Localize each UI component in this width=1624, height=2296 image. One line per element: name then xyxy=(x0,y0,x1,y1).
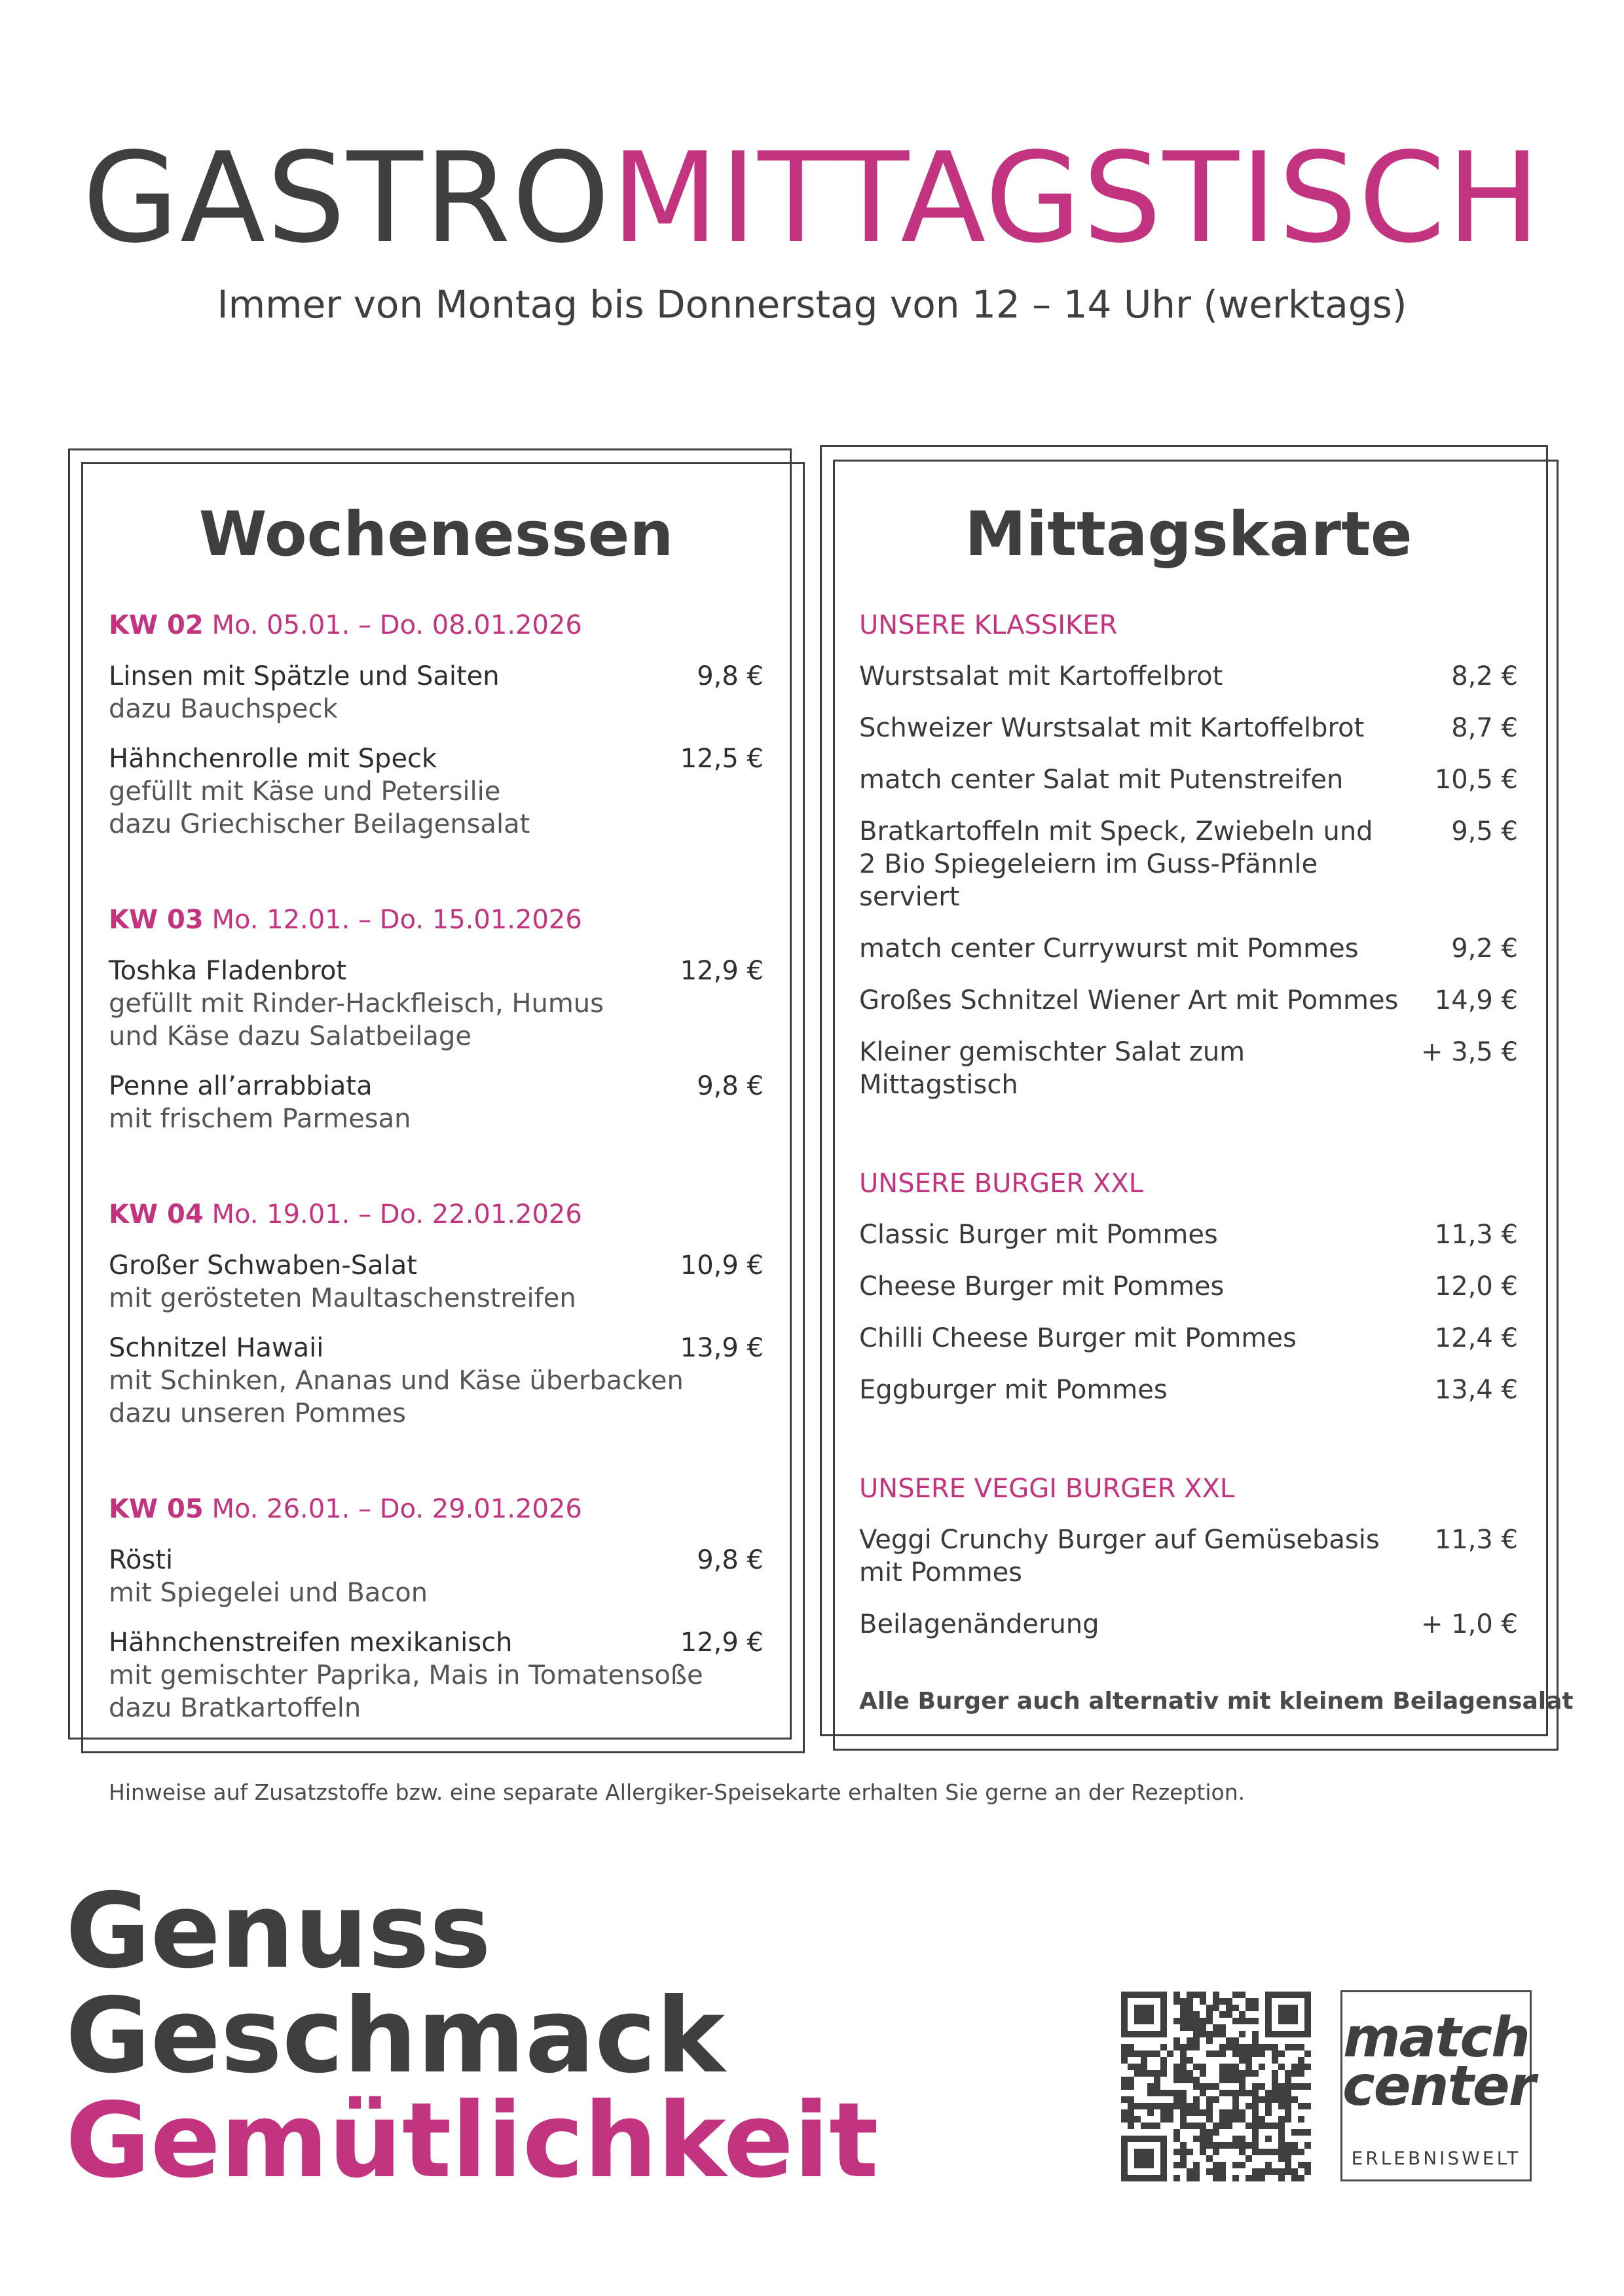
menu-row xyxy=(859,1322,1518,1355)
burger-note: Alle Burger auch alternativ mit kleinem Beilagensalat xyxy=(859,1688,1574,1715)
menu-row xyxy=(859,1608,1518,1641)
menu-row-name: match center Currywurst mit Pommes xyxy=(859,934,1359,964)
menu-item-price: 10,9 € xyxy=(680,1250,764,1281)
menu-row-price: + 3,5 € xyxy=(1420,1037,1518,1067)
menu-item-name: Hähnchenrolle mit Speck xyxy=(109,744,437,774)
menu-row-price: 14,9 € xyxy=(1434,985,1518,1015)
week-kw: KW 05 xyxy=(109,1494,204,1524)
menu-item-price: 13,9 € xyxy=(680,1333,764,1363)
menu-row xyxy=(859,1218,1518,1251)
menu-item xyxy=(109,1626,764,1724)
menu-item-price: 9,8 € xyxy=(697,1545,764,1575)
menu-row xyxy=(859,660,1518,693)
menu-row-price: 12,0 € xyxy=(1434,1271,1518,1302)
menu-row xyxy=(859,1036,1518,1101)
logo-center: center xyxy=(1342,2054,1535,2118)
menu-item-description: dazu unseren Pommes xyxy=(109,1398,406,1429)
menu-item-name: Toshka Fladenbrot xyxy=(109,956,347,986)
week-spacer xyxy=(109,1152,764,1198)
menu-row-price: 9,2 € xyxy=(1451,934,1518,964)
section-title: UNSERE KLASSIKER xyxy=(859,610,1118,640)
menu-row-name: Eggburger mit Pommes xyxy=(859,1375,1168,1405)
allergen-notice: Hinweise auf Zusatzstoffe bzw. eine separate Allergiker-Speisekarte erhalten Sie gerne an der Rezeption. xyxy=(109,1779,1246,1805)
week-spacer xyxy=(109,1447,764,1493)
menu-item-description: gefüllt mit Rinder-Hackfleisch, Humus xyxy=(109,989,604,1019)
menu-item xyxy=(109,1070,764,1135)
menu-item-price: 9,8 € xyxy=(697,1071,764,1101)
menu-row-price: + 1,0 € xyxy=(1420,1609,1518,1639)
section-title: UNSERE BURGER XXL xyxy=(859,1169,1144,1199)
logo-erlebniswelt: ERLEBNISWELT xyxy=(1351,2147,1521,2169)
week-header xyxy=(109,609,764,642)
page-title xyxy=(0,126,1624,270)
mittagskarte-column xyxy=(859,491,1574,1717)
wochenessen-heading: Wochenessen xyxy=(198,499,674,570)
menu-item-price: 12,9 € xyxy=(680,956,764,986)
menu-row xyxy=(859,984,1518,1017)
menu-item-description: mit Spiegelei und Bacon xyxy=(109,1578,428,1608)
logo-match: match xyxy=(1343,2005,1529,2069)
week-dates: Mo. 19.01. – Do. 22.01.2026 xyxy=(212,1199,582,1230)
menu-item-name: Rösti xyxy=(109,1545,174,1575)
menu-row xyxy=(859,1270,1518,1303)
menu-item xyxy=(109,742,764,841)
menu-row-name: Veggi Crunchy Burger auf Gemüsebasis xyxy=(859,1525,1380,1555)
weeks-list xyxy=(109,609,764,1724)
menu-row xyxy=(859,815,1518,913)
menu-row-price: 8,7 € xyxy=(1451,713,1518,743)
menu-row-price: 8,2 € xyxy=(1451,661,1518,691)
match-center-logo xyxy=(1340,1990,1535,2181)
menu-item-name: Penne all’arrabbiata xyxy=(109,1071,373,1101)
section-spacer xyxy=(859,1120,1518,1167)
menu-row-name: Beilagenänderung xyxy=(859,1609,1099,1639)
menu-row-price: 9,5 € xyxy=(1451,816,1518,847)
title-mittagstisch: MITTAGSTISCH xyxy=(611,126,1542,270)
menu-row-name: Bratkartoffeln mit Speck, Zwiebeln und xyxy=(859,816,1373,847)
week-kw: KW 04 xyxy=(109,1199,204,1230)
menu-row xyxy=(859,763,1518,796)
menu-row-name: match center Salat mit Putenstreifen xyxy=(859,765,1344,795)
menu-item-description: gefüllt mit Käse und Petersilie xyxy=(109,776,501,807)
menu-item-price: 12,9 € xyxy=(680,1628,764,1658)
week-dates: Mo. 05.01. – Do. 08.01.2026 xyxy=(212,610,582,640)
menu-item-description: mit Schinken, Ananas und Käse überbacken xyxy=(109,1366,684,1396)
page-subtitle: Immer von Montag bis Donnerstag von 12 – 14 Uhr (werktags) xyxy=(217,282,1407,327)
menu-item xyxy=(109,660,764,725)
menu-item-description: und Käse dazu Salatbeilage xyxy=(109,1021,471,1051)
menu-item-description: dazu Bratkartoffeln xyxy=(109,1693,361,1723)
menu-item-price: 12,5 € xyxy=(680,744,764,774)
menu-row-price: 13,4 € xyxy=(1434,1375,1518,1405)
menu-row-name: Kleiner gemischter Salat zum Mittagstisch xyxy=(859,1037,1246,1100)
menu-row xyxy=(859,1523,1518,1589)
section-title: UNSERE VEGGI BURGER XXL xyxy=(859,1474,1235,1504)
menu-item-name: Linsen mit Spätzle und Saiten xyxy=(109,661,500,691)
menu-row-price: 10,5 € xyxy=(1434,765,1518,795)
week-kw: KW 02 xyxy=(109,610,204,640)
qr-code-icon[interactable] xyxy=(1121,1992,1311,2181)
menu-row-name: Großes Schnitzel Wiener Art mit Pommes xyxy=(859,985,1399,1015)
week-kw: KW 03 xyxy=(109,905,204,935)
menu-row-name: Classic Burger mit Pommes xyxy=(859,1220,1218,1250)
slogan-gemuetlichkeit: Gemütlichkeit xyxy=(65,2081,879,2201)
menu-row-name: Cheese Burger mit Pommes xyxy=(859,1271,1225,1302)
menu-item-description: dazu Griechischer Beilagensalat xyxy=(109,809,530,839)
slogan-geschmack: Geschmack xyxy=(65,1976,726,2096)
menu-row-name: Schweizer Wurstsalat mit Kartoffelbrot xyxy=(859,713,1365,743)
week-header xyxy=(109,1493,764,1525)
title-gastro: GASTRO xyxy=(82,126,612,270)
menu-row xyxy=(859,712,1518,744)
slogan-genuss: Genuss xyxy=(65,1871,491,1992)
menu-row-price: 11,3 € xyxy=(1434,1525,1518,1555)
mittagskarte-sections xyxy=(859,609,1518,1641)
week-dates: Mo. 12.01. – Do. 15.01.2026 xyxy=(212,905,582,935)
menu-item-name: Großer Schwaben-Salat xyxy=(109,1250,417,1281)
wochenessen-column xyxy=(109,491,764,1741)
menu-row xyxy=(859,932,1518,965)
menu-row-name: Chilli Cheese Burger mit Pommes xyxy=(859,1323,1297,1353)
menu-item xyxy=(109,1544,764,1609)
menu-row-price: 12,4 € xyxy=(1434,1323,1518,1353)
week-dates: Mo. 26.01. – Do. 29.01.2026 xyxy=(212,1494,582,1524)
mittagskarte-heading: Mittagskarte xyxy=(965,499,1412,570)
menu-item xyxy=(109,955,764,1053)
menu-item-description: mit frischem Parmesan xyxy=(109,1104,411,1134)
week-spacer xyxy=(109,858,764,903)
menu-row xyxy=(859,1374,1518,1406)
menu-item xyxy=(109,1332,764,1430)
menu-item-price: 9,8 € xyxy=(697,661,764,691)
menu-row-name: 2 Bio Spiegeleiern im Guss-Pfännle serviert xyxy=(859,849,1318,912)
menu-item-name: Hähnchenstreifen mexikanisch xyxy=(109,1628,513,1658)
menu-row-name: Wurstsalat mit Kartoffelbrot xyxy=(859,661,1223,691)
menu-row-name: mit Pommes xyxy=(859,1558,1023,1588)
week-header xyxy=(109,1198,764,1231)
menu-item-name: Schnitzel Hawaii xyxy=(109,1333,324,1363)
menu-item xyxy=(109,1249,764,1315)
menu-item-description: mit gerösteten Maultaschenstreifen xyxy=(109,1283,576,1313)
menu-item-description: mit gemischter Paprika, Mais in Tomatensoße xyxy=(109,1660,703,1690)
section-spacer xyxy=(859,1425,1518,1472)
menu-item-description: dazu Bauchspeck xyxy=(109,694,338,724)
menu-row-price: 11,3 € xyxy=(1434,1220,1518,1250)
week-header xyxy=(109,903,764,936)
